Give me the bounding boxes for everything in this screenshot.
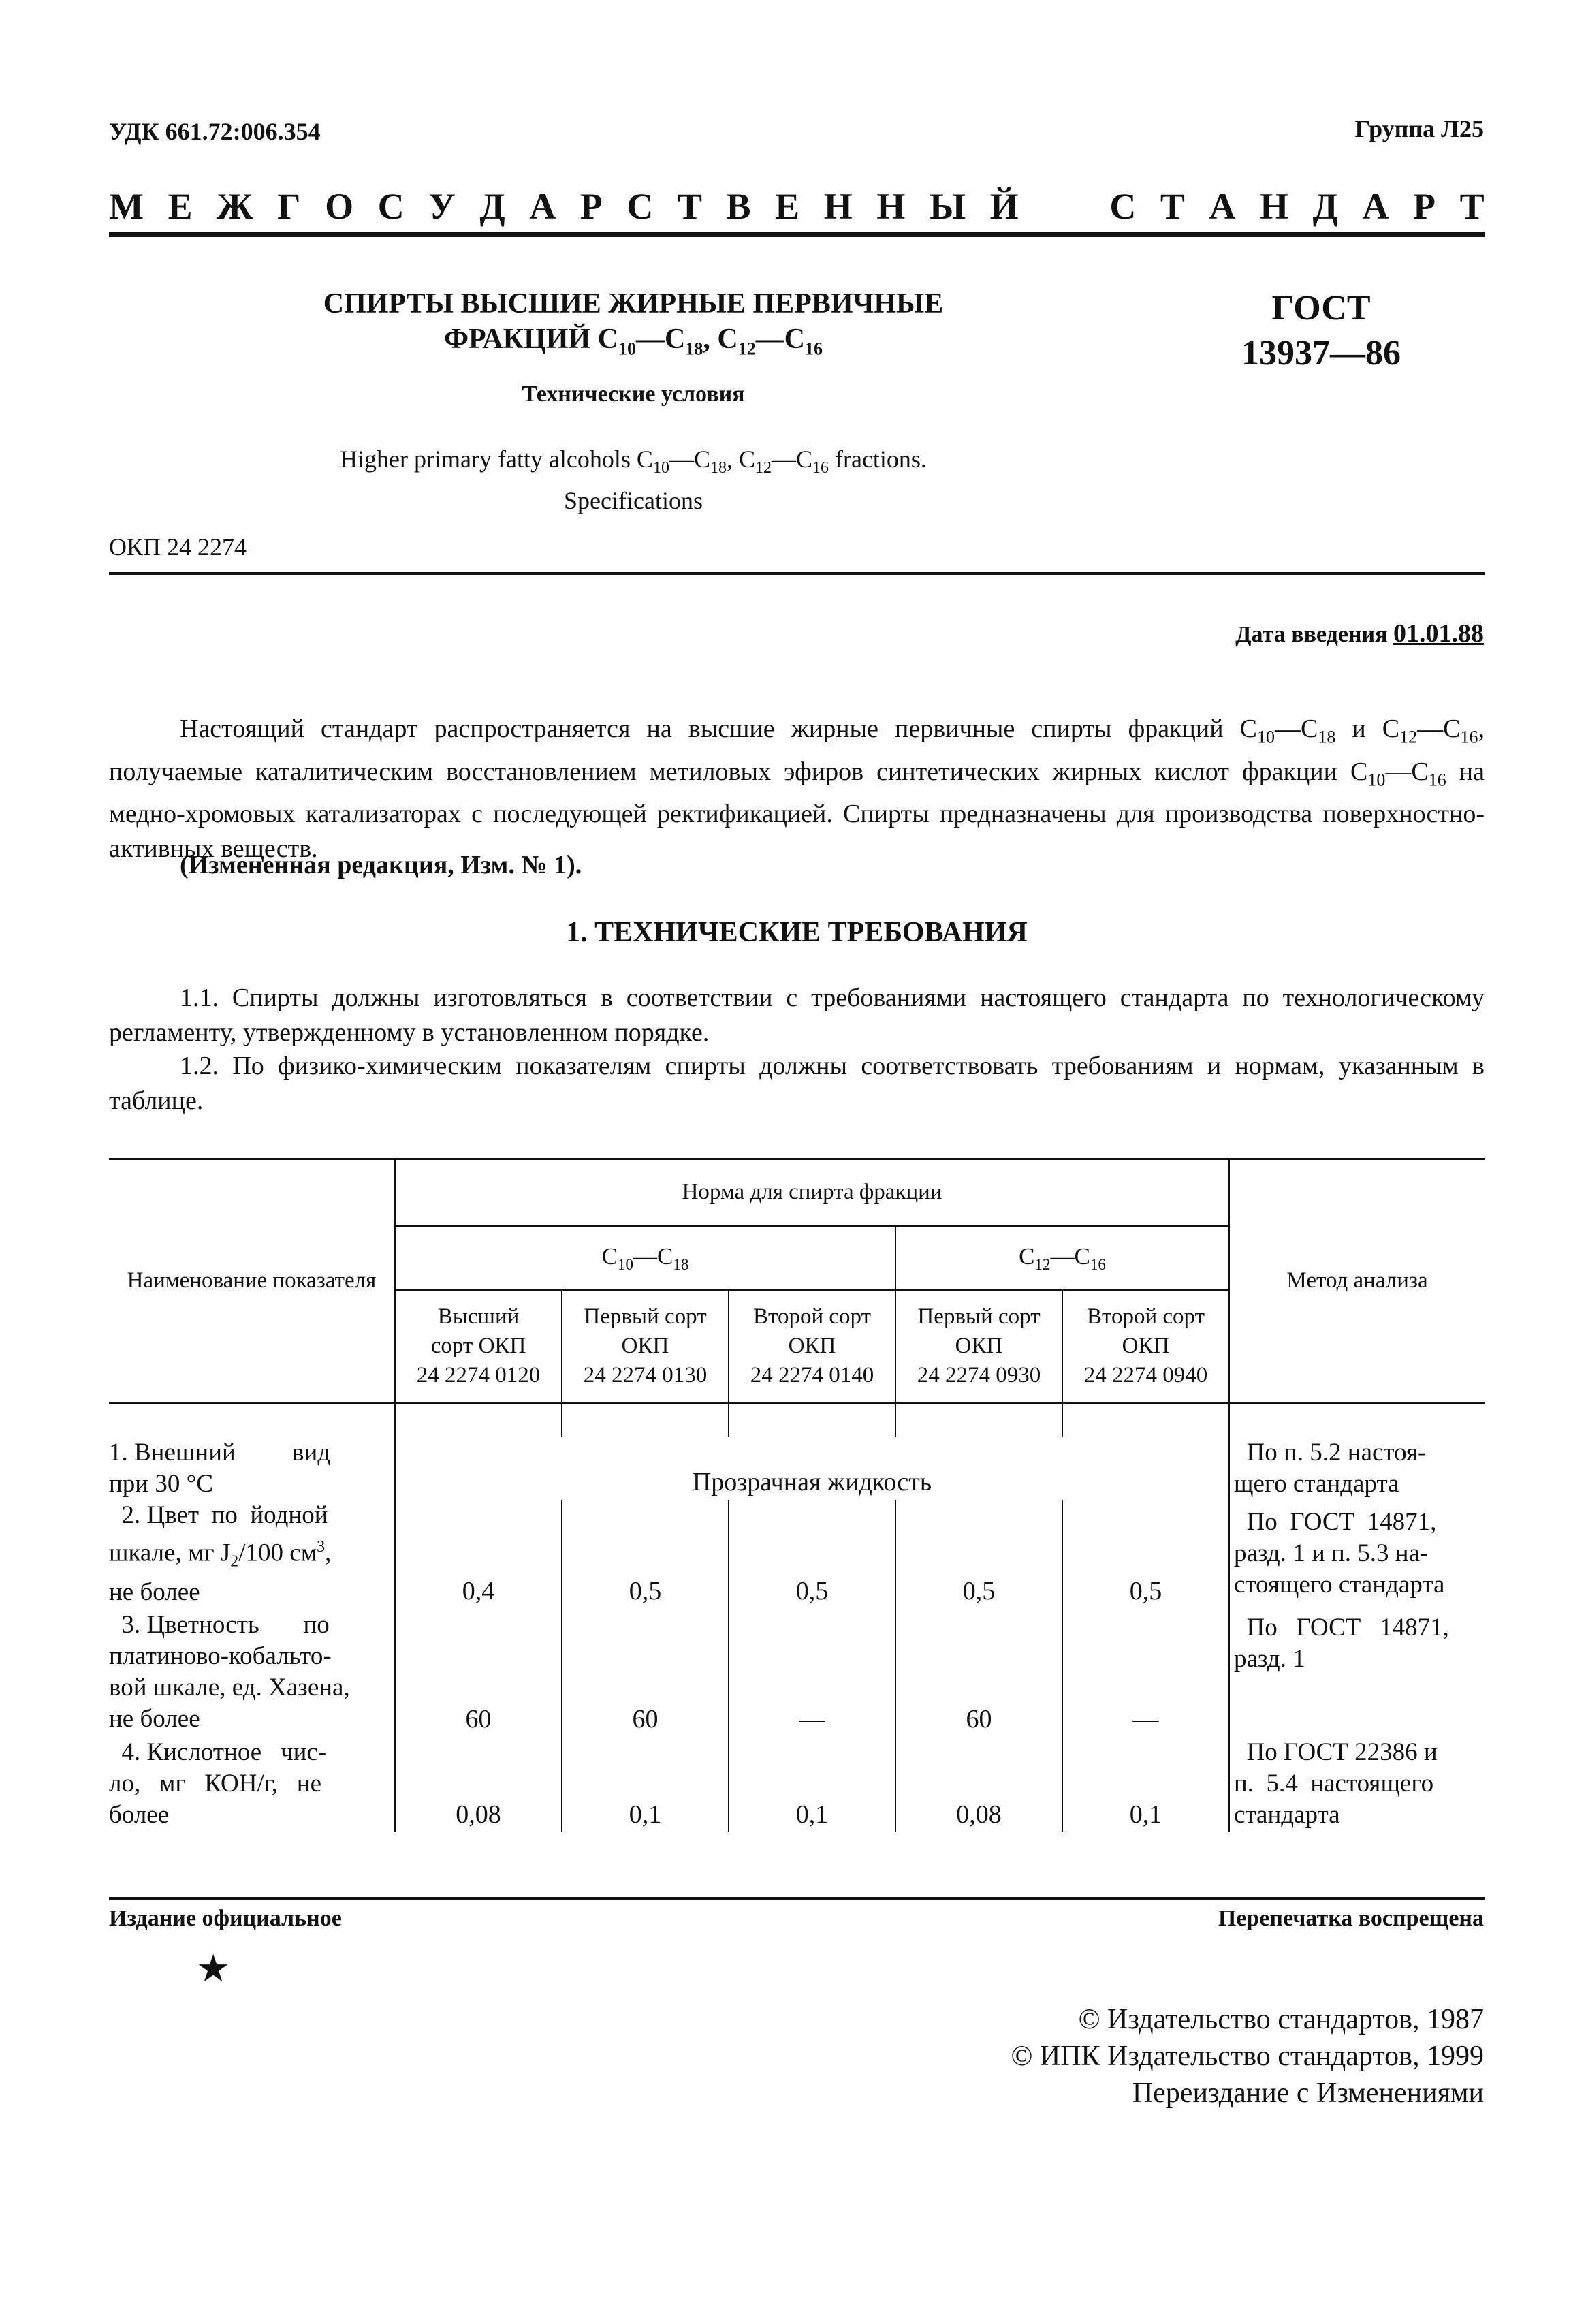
specification-table [109,1158,1485,1832]
clause-1-1: 1.1. Спирты должны изготовляться в соответствии с требованиями настоящего стандарта по технологическому регламенту, утвержденному в установленном порядке. [109,984,1485,1047]
banner-rule [109,232,1485,237]
english-title: Higher primary fatty alcohols $C_{10}—C_{18}$, $C_{12}—C_{16}$ fractions. Specifications [340,445,927,515]
row-1-merged-value: Прозрачная жидкость [395,1437,1229,1500]
row-4-value: 0,1 [729,1736,895,1832]
row-1-name: 1. Внешний вид при 30 °С [109,1437,395,1500]
col-header-name: Наименование показателя [109,1159,395,1403]
row-3-value: — [1062,1608,1229,1736]
reprint-prohibited: Перепечатка воспрещена [1218,1906,1484,1931]
fraction-c10-c18: $C_{10}—C_{18}$ [395,1226,895,1290]
clause-1-2: 1.2. По физико-химическим показателям спирты должны соответствовать требованиям и нормам, указанным в таблице. [109,1052,1485,1115]
row-3-value: 60 [395,1608,562,1736]
official-edition: Издание официальное [109,1906,342,1931]
row-2-name: 2. Цвет по йодной шкале, мг $J_2/100$ $см^3$, не более [109,1500,395,1609]
row-1-method: По п. 5.2 настоя- щего стандарта [1234,1438,1427,1498]
document-title: СПИРТЫ ВЫСШИЕ ЖИРНЫЕ ПЕРВИЧНЫЕ ФРАКЦИЙ $C_{10}—C_{18}$, $C_{12}—C_{16}$ [323,288,944,359]
star-icon: ★ [196,1948,231,1990]
grade-header: Первый сорт ОКП 24 2274 0130 [562,1290,729,1403]
row-2-value: 0,5 [1062,1500,1229,1609]
table-row [109,1608,1485,1736]
introduction-date: Дата введения 01.01.88 [1235,619,1484,648]
grade-header: Второй сорт ОКП 24 2274 0940 [1083,1304,1208,1387]
grade-header: Первый сорт ОКП 24 2274 0930 [895,1290,1062,1403]
row-2-value: 0,5 [895,1500,1062,1609]
row-2-value: 0,5 [729,1500,895,1609]
group-code: Группа Л25 [1354,115,1484,142]
fraction-c12-c16: $C_{12}—C_{16}$ [895,1226,1229,1290]
table-row [109,1437,1485,1500]
table-row [109,1736,1485,1832]
col-header-norm: Норма для спирта фракции [395,1159,1229,1226]
row-2-value: 0,5 [562,1500,729,1609]
row-3-name: 3. Цветность по платиново-кобальто- вой шкале, ед. Хазена, не более [109,1608,395,1736]
intro-paragraph: Настоящий стандарт распространяется на высшие жирные первичные спирты фракций $C_{10}—C_{18}$ и $C_{12}—C_{16}$, получаемые каталитическим восстановлением метиловых эфиров синтетических жирных кислот фракции $C_{10}—C_{16}$ на медно-хромовых катализаторах с последующей ректификацией. Спирты предназначены для производства поверхностно-активных веществ. [109,715,1485,864]
row-4-value: 0,1 [562,1736,729,1832]
row-3-value: 60 [895,1608,1062,1736]
grade-header: Высший сорт ОКП 24 2274 0120 [395,1290,562,1403]
row-4-value: 0,08 [395,1736,562,1832]
amendment-note: (Измененная редакция, Изм. № 1). [180,851,582,879]
row-4-name: 4. Кислотное чис- ло, мг КОН/г, не более [109,1736,395,1832]
row-4-value: 0,1 [1062,1736,1229,1832]
col-header-method: Метод анализа [1229,1159,1485,1403]
table-row [109,1500,1485,1609]
row-3-value: 60 [562,1608,729,1736]
row-2-value: 0,4 [395,1500,562,1609]
standard-banner: М Е Ж Г О С У Д А Р С Т В Е Н Н Ы Й С Т А Н Д А Р Т [109,186,1485,227]
row-2-method: По ГОСТ 14871, разд. 1 и п. 5.3 на- стоящего стандарта [1234,1508,1445,1599]
section-1-title: 1. ТЕХНИЧЕСКИЕ ТРЕБОВАНИЯ [566,917,1028,948]
udk-code: УДК 661.72:006.354 [109,118,321,145]
okp-code: ОКП 24 2274 [109,533,247,561]
gost-designation: ГОСТ 13937—86 [1241,289,1401,373]
row-3-value: — [729,1608,895,1736]
row-4-value: 0,08 [895,1736,1062,1832]
grade-header: Второй сорт ОКП 24 2274 0140 [729,1290,895,1403]
row-3-method: По ГОСТ 14871, разд. 1 [1234,1614,1449,1674]
footer-rule [109,1897,1485,1900]
document-subtitle: Технические условия [522,381,745,407]
row-4-method: По ГОСТ 22386 и п. 5.4 настоящего стандарта [1234,1738,1438,1830]
title-rule [109,572,1485,575]
copyright-block: © Издательство стандартов, 1987 © ИПК Издательство стандартов, 1999 Переиздание с Изменениями [1011,2004,1484,2109]
